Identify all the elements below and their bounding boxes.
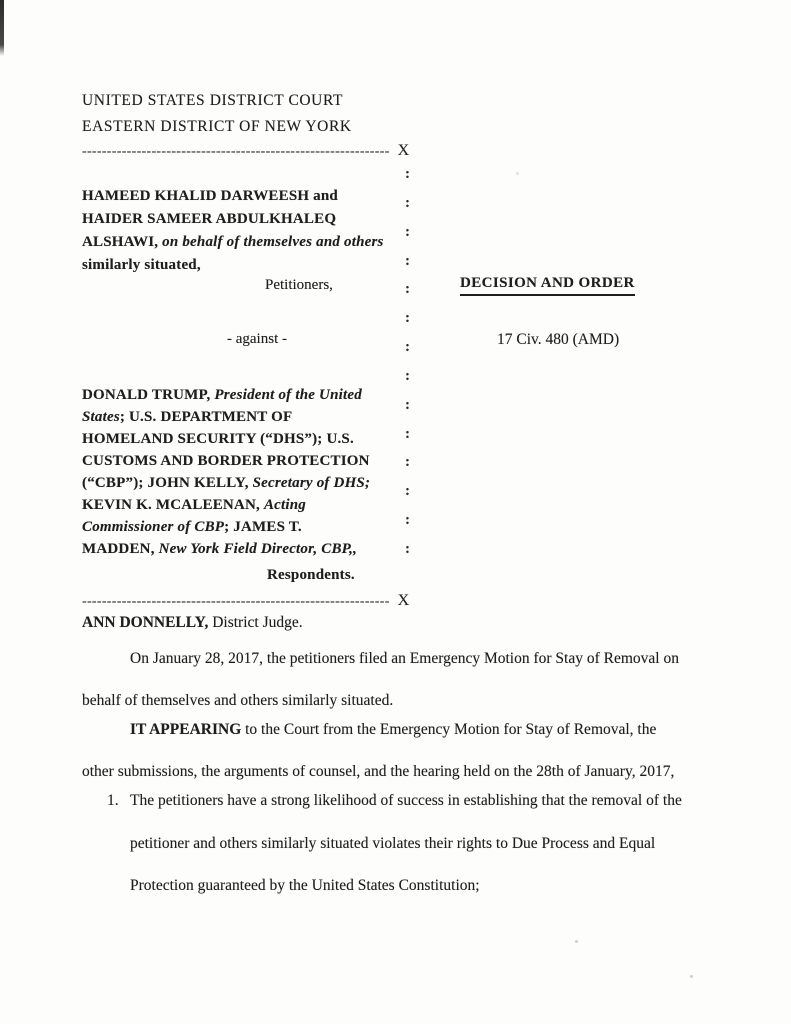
caption-colon: : (405, 223, 410, 240)
scan-edge-artifact (0, 0, 4, 56)
list-item-line: Protection guaranteed by the United States Constitution; (130, 877, 480, 894)
caption-colon: : (405, 396, 410, 413)
respondent-title-italic: Commissioner of CBP (82, 519, 225, 535)
respondent-name-line (82, 519, 302, 536)
caption-colon: : (405, 483, 410, 500)
petitioner-name-bold: ALSHAWI, (82, 234, 159, 250)
decision-and-order-title: DECISION AND ORDER (460, 275, 635, 296)
divider-dashes: -------------------------------------------------------------- (82, 594, 390, 609)
respondent-title-italic: Secretary of DHS; (252, 475, 371, 491)
scan-speck (575, 940, 578, 943)
case-number: 17 Civ. 480 (AMD) (497, 331, 620, 348)
court-name: UNITED STATES DISTRICT COURT (82, 92, 344, 109)
respondent-title-italic: Acting (263, 497, 306, 513)
caption-colon: : (405, 454, 410, 471)
caption-colon: : (405, 194, 410, 211)
respondent-name-line: HOMELAND SECURITY (“DHS”); U.S. (82, 431, 354, 447)
paragraph-line: other submissions, the arguments of counsel, and the hearing held on the 28th of January, 2017, (82, 763, 675, 780)
judge-line (82, 614, 303, 632)
petitioner-name-line: HAMEED KHALID DARWEESH and (82, 188, 338, 204)
caption-colon: : (405, 281, 410, 298)
respondent-name-bold: ; U.S. DEPARTMENT OF (119, 409, 293, 425)
petitioner-name-italic: on behalf of themselves and others (158, 234, 384, 250)
caption-divider-bottom (82, 592, 409, 610)
caption-colon: : (405, 425, 410, 442)
respondent-name-line (82, 497, 306, 514)
caption-colon: : (405, 339, 410, 356)
judge-name: ANN DONNELLY, (82, 614, 209, 631)
judge-title: District Judge. (208, 614, 303, 631)
paragraph-line (130, 721, 656, 739)
petitioner-name-line: similarly situated, (82, 257, 201, 273)
paragraph-line: On January 28, 2017, the petitioners filed an Emergency Motion for Stay of Removal on (130, 650, 679, 667)
caption-colon: : (405, 310, 410, 327)
divider-x-mark: X (397, 592, 410, 609)
respondent-title-italic: States (82, 409, 120, 425)
list-item-line: petitioner and others similarly situated violates their rights to Due Process and Equal (130, 835, 656, 852)
respondent-name-bold: ; JAMES T. (224, 519, 302, 535)
respondent-name-line (82, 409, 292, 426)
divider-dashes: -------------------------------------------------------------- (82, 144, 390, 159)
caption-divider-top (82, 142, 409, 160)
respondent-name-bold: (“CBP”); JOHN KELLY, (82, 475, 253, 491)
respondent-name-bold: DONALD TRUMP, (82, 387, 215, 403)
petitioner-name-line: HAIDER SAMEER ABDULKHALEQ (82, 211, 337, 227)
respondent-title-italic: President of the United (214, 387, 362, 403)
respondent-name-line: CUSTOMS AND BORDER PROTECTION (82, 453, 370, 469)
paragraph-line: behalf of themselves and others similarly situated. (82, 692, 394, 709)
respondent-title-italic: New York Field Director, CBP,, (158, 541, 357, 557)
respondent-name-bold: KEVIN K. MCALEENAN, (82, 497, 264, 513)
paragraph-text: to the Court from the Emergency Motion for Stay of Removal, the (241, 721, 657, 738)
it-appearing-lead: IT APPEARING (130, 721, 242, 738)
respondents-label: Respondents. (267, 567, 355, 583)
petitioners-label: Petitioners, (265, 277, 333, 293)
caption-colon-column (405, 166, 410, 558)
court-district: EASTERN DISTRICT OF NEW YORK (82, 118, 352, 135)
caption-colon: : (405, 512, 410, 529)
divider-x-mark: X (397, 142, 410, 159)
versus-label: - against - (227, 331, 287, 347)
scan-speck (516, 172, 519, 175)
respondent-name-bold: MADDEN, (82, 541, 159, 557)
respondent-name-line (82, 541, 357, 558)
scan-speck (690, 975, 693, 978)
list-item-number: 1. (107, 792, 119, 809)
petitioner-name-line (82, 234, 384, 251)
caption-colon: : (405, 367, 410, 384)
respondent-name-line (82, 475, 370, 492)
list-item-line: The petitioners have a strong likelihood of success in establishing that the removal of the (130, 792, 682, 809)
caption-colon: : (405, 166, 410, 182)
respondent-name-line (82, 387, 362, 404)
caption-colon: : (405, 540, 410, 557)
caption-colon: : (405, 252, 410, 269)
